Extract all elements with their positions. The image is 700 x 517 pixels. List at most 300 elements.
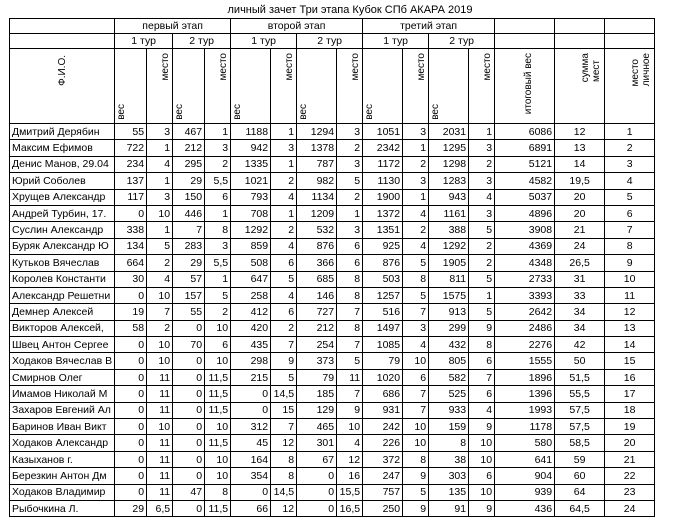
place-cell: 3	[403, 173, 429, 189]
place-cell: 7	[403, 386, 429, 402]
weight-cell: 0	[173, 451, 205, 467]
weight-cell: 372	[363, 451, 403, 467]
participant-name: Суслин Александр	[10, 222, 115, 238]
place-header	[337, 49, 363, 124]
place-cell: 8	[205, 484, 231, 500]
weight-cell: 1051	[363, 124, 403, 140]
place-cell: 4	[403, 337, 429, 353]
weight-cell: 1085	[363, 337, 403, 353]
weight-cell: 0	[115, 419, 147, 435]
sum-places-cell: 58,5	[555, 435, 605, 451]
weight-cell: 1021	[231, 173, 271, 189]
weight-cell: 70	[173, 337, 205, 353]
sum-places-cell: 19,5	[555, 173, 605, 189]
weight-cell: 135	[429, 484, 469, 500]
place-cell: 8	[337, 271, 363, 287]
place-cell: 4	[271, 287, 297, 303]
place-cell: 8	[205, 222, 231, 238]
place-cell: 1	[403, 189, 429, 205]
place-header	[469, 49, 495, 124]
total-weight-cell: 1555	[495, 353, 555, 369]
weight-cell: 388	[429, 222, 469, 238]
table-row	[10, 124, 655, 140]
place-cell: 8	[337, 287, 363, 303]
weight-cell: 1497	[363, 320, 403, 336]
sum-places-cell: 64,5	[555, 500, 605, 516]
weight-header	[297, 49, 337, 124]
weight-cell: 250	[363, 500, 403, 516]
sum-places-label-1: сумма	[580, 53, 592, 83]
place-cell: 10	[147, 287, 173, 303]
weight-cell: 805	[429, 353, 469, 369]
place-cell: 1	[271, 156, 297, 172]
place-cell: 1	[147, 140, 173, 156]
place-cell: 8	[271, 468, 297, 484]
sheet-title: личный зачет Три этапа Кубок СПб АКАРА 2019	[227, 4, 473, 16]
weight-cell: 150	[173, 189, 205, 205]
place-cell: 10	[403, 353, 429, 369]
place-cell: 9	[469, 419, 495, 435]
place-cell: 11,5	[205, 369, 231, 385]
weight-cell: 647	[231, 271, 271, 287]
sum-places-cell: 31	[555, 271, 605, 287]
total-weight-cell: 2276	[495, 337, 555, 353]
place-cell: 5,5	[205, 255, 231, 271]
weight-cell: 503	[363, 271, 403, 287]
total-weight-cell: 5037	[495, 189, 555, 205]
participant-name: Ходаков Александр	[10, 435, 115, 451]
weight-cell: 931	[363, 402, 403, 418]
place-cell: 10	[403, 419, 429, 435]
place-cell: 5	[337, 173, 363, 189]
participant-name: Ходаков Владимир	[10, 484, 115, 500]
place-cell: 10	[205, 353, 231, 369]
place-label: место	[160, 53, 172, 81]
weight-cell: 0	[115, 484, 147, 500]
place-cell: 2	[469, 156, 495, 172]
place-cell: 6	[403, 369, 429, 385]
blank-header-cell	[555, 19, 605, 34]
table-row	[10, 255, 655, 271]
place-cell: 6	[469, 386, 495, 402]
personal-place-cell: 19	[605, 419, 655, 435]
place-cell: 4	[337, 435, 363, 451]
weight-cell: 664	[115, 255, 147, 271]
table-row	[10, 386, 655, 402]
weight-cell: 757	[363, 484, 403, 500]
weight-cell: 0	[115, 468, 147, 484]
place-cell: 2	[205, 156, 231, 172]
place-cell: 3	[271, 140, 297, 156]
weight-cell: 0	[231, 484, 271, 500]
participant-name: Андрей Турбин, 17.	[10, 205, 115, 221]
weight-cell: 811	[429, 271, 469, 287]
weight-cell: 29	[173, 173, 205, 189]
place-cell: 9	[469, 500, 495, 516]
personal-place-cell: 2	[605, 140, 655, 156]
weight-cell: 943	[429, 189, 469, 205]
weight-cell: 212	[297, 320, 337, 336]
weight-cell: 0	[115, 287, 147, 303]
weight-cell: 1900	[363, 189, 403, 205]
personal-place-cell: 6	[605, 205, 655, 221]
place-cell: 5	[469, 271, 495, 287]
participant-name: Королев Константи	[10, 271, 115, 287]
personal-place-cell: 5	[605, 189, 655, 205]
personal-place-cell: 20	[605, 435, 655, 451]
weight-cell: 117	[115, 189, 147, 205]
personal-place-label-1: место	[630, 58, 642, 87]
place-header	[271, 49, 297, 124]
weight-cell: 0	[115, 451, 147, 467]
weight-cell: 432	[429, 337, 469, 353]
place-cell: 3	[469, 140, 495, 156]
place-cell: 5	[205, 287, 231, 303]
place-cell: 3	[147, 189, 173, 205]
place-cell: 2	[271, 320, 297, 336]
place-cell: 3	[337, 124, 363, 140]
table-row	[10, 419, 655, 435]
weight-cell: 0	[115, 337, 147, 353]
table-row	[10, 304, 655, 320]
total-weight-cell: 4896	[495, 205, 555, 221]
participant-name: Березкин Антон Дм	[10, 468, 115, 484]
weight-cell: 1292	[429, 238, 469, 254]
place-cell: 1	[271, 124, 297, 140]
table-row	[10, 205, 655, 221]
place-cell: 11	[147, 451, 173, 467]
total-weight-cell: 1896	[495, 369, 555, 385]
table-row	[10, 369, 655, 385]
place-cell: 7	[469, 369, 495, 385]
personal-place-cell: 3	[605, 156, 655, 172]
weight-cell: 1298	[429, 156, 469, 172]
participant-name: Имамов Николай М	[10, 386, 115, 402]
place-cell: 8	[403, 271, 429, 287]
place-cell: 2	[271, 173, 297, 189]
weight-cell: 185	[297, 386, 337, 402]
weight-cell: 1335	[231, 156, 271, 172]
personal-place-cell: 16	[605, 369, 655, 385]
weight-cell: 467	[173, 124, 205, 140]
participant-name: Рыбочкина Л.	[10, 500, 115, 516]
total-weight-header	[495, 49, 555, 124]
weight-cell: 354	[231, 468, 271, 484]
personal-place-cell: 11	[605, 287, 655, 303]
sum-places-cell: 34	[555, 304, 605, 320]
place-cell: 9	[271, 353, 297, 369]
weight-label: вес	[298, 104, 310, 120]
weight-cell: 686	[363, 386, 403, 402]
place-cell: 1	[205, 124, 231, 140]
place-cell: 4	[403, 238, 429, 254]
weight-cell: 134	[115, 238, 147, 254]
weight-cell: 913	[429, 304, 469, 320]
weight-cell: 1372	[363, 205, 403, 221]
participant-name: Александр Решетни	[10, 287, 115, 303]
weight-cell: 1292	[231, 222, 271, 238]
place-label: место	[482, 53, 494, 81]
weight-cell: 1134	[297, 189, 337, 205]
place-cell: 8	[403, 451, 429, 467]
stage-header-1: первый этап	[115, 19, 231, 34]
place-cell: 6	[205, 337, 231, 353]
personal-place-cell: 23	[605, 484, 655, 500]
weight-header	[231, 49, 271, 124]
place-cell: 10	[147, 205, 173, 221]
place-cell: 6	[469, 468, 495, 484]
place-cell: 6	[271, 255, 297, 271]
weight-cell: 0	[173, 369, 205, 385]
total-weight-cell: 939	[495, 484, 555, 500]
place-cell: 2	[403, 222, 429, 238]
weight-cell: 242	[363, 419, 403, 435]
participant-name: Буряк Александр Ю	[10, 238, 115, 254]
total-weight-cell: 3393	[495, 287, 555, 303]
table-row	[10, 156, 655, 172]
round-header: 1 тур	[363, 34, 429, 49]
place-cell: 8	[271, 451, 297, 467]
place-cell: 14,5	[271, 386, 297, 402]
place-cell: 2	[271, 222, 297, 238]
weight-cell: 29	[173, 255, 205, 271]
weight-cell: 982	[297, 173, 337, 189]
weight-cell: 859	[231, 238, 271, 254]
participant-name: Ходаков Вячеслав В	[10, 353, 115, 369]
place-cell: 3	[469, 205, 495, 221]
weight-cell: 254	[297, 337, 337, 353]
place-cell: 7	[337, 337, 363, 353]
sum-places-cell: 13	[555, 140, 605, 156]
place-cell: 10	[147, 337, 173, 353]
total-weight-cell: 6891	[495, 140, 555, 156]
total-weight-cell: 904	[495, 468, 555, 484]
place-cell: 7	[337, 304, 363, 320]
weight-cell: 1575	[429, 287, 469, 303]
place-label: место	[416, 53, 428, 81]
weight-cell: 420	[231, 320, 271, 336]
place-cell: 12	[337, 451, 363, 467]
weight-cell: 0	[115, 205, 147, 221]
weight-cell: 1188	[231, 124, 271, 140]
place-cell: 3	[337, 156, 363, 172]
place-cell: 1	[469, 124, 495, 140]
participant-name: Казыханов г.	[10, 451, 115, 467]
table-row	[10, 238, 655, 254]
total-weight-cell: 580	[495, 435, 555, 451]
place-cell: 5,5	[205, 173, 231, 189]
sum-places-cell: 64	[555, 484, 605, 500]
blank-header-cell	[555, 34, 605, 49]
participant-name: Смирнов Олег	[10, 369, 115, 385]
table-row	[10, 337, 655, 353]
table-row	[10, 435, 655, 451]
place-cell: 5	[403, 484, 429, 500]
weight-cell: 942	[231, 140, 271, 156]
place-cell: 11,5	[205, 402, 231, 418]
weight-cell: 19	[115, 304, 147, 320]
weight-cell: 55	[173, 304, 205, 320]
place-cell: 1	[337, 205, 363, 221]
weight-cell: 1905	[429, 255, 469, 271]
weight-cell: 0	[297, 500, 337, 516]
place-cell: 14,5	[271, 484, 297, 500]
weight-cell: 1295	[429, 140, 469, 156]
place-cell: 1	[147, 222, 173, 238]
place-cell: 3	[403, 124, 429, 140]
place-cell: 5	[147, 238, 173, 254]
place-cell: 10	[469, 435, 495, 451]
weight-cell: 0	[297, 468, 337, 484]
round-header: 2 тур	[297, 34, 363, 49]
weight-cell: 58	[115, 320, 147, 336]
weight-header	[173, 49, 205, 124]
place-cell: 10	[205, 320, 231, 336]
sum-places-label-2: мест	[591, 60, 603, 83]
total-weight-cell: 436	[495, 500, 555, 516]
weight-cell: 0	[115, 402, 147, 418]
stage-header-3: третий этап	[363, 19, 495, 34]
place-cell: 11	[337, 369, 363, 385]
weight-cell: 446	[173, 205, 205, 221]
table-row	[10, 468, 655, 484]
sum-places-cell: 34	[555, 320, 605, 336]
total-weight-cell: 2486	[495, 320, 555, 336]
weight-cell: 295	[173, 156, 205, 172]
weight-cell: 57	[173, 271, 205, 287]
place-cell: 10	[403, 435, 429, 451]
place-cell: 10	[337, 419, 363, 435]
round-header: 1 тур	[115, 34, 173, 49]
sum-places-cell: 55,5	[555, 386, 605, 402]
column-header-row	[10, 49, 655, 124]
place-cell: 8	[469, 337, 495, 353]
name-column-header	[10, 49, 115, 124]
blank-header-cell	[605, 34, 655, 49]
weight-cell: 1257	[363, 287, 403, 303]
personal-place-cell: 8	[605, 238, 655, 254]
place-cell: 6	[271, 304, 297, 320]
place-cell: 3	[205, 140, 231, 156]
place-cell: 3	[469, 173, 495, 189]
place-cell: 9	[337, 402, 363, 418]
personal-place-cell: 1	[605, 124, 655, 140]
round-header: 2 тур	[429, 34, 495, 49]
weight-cell: 0	[115, 353, 147, 369]
weight-cell: 0	[115, 435, 147, 451]
sum-places-cell: 50	[555, 353, 605, 369]
round-header: 1 тур	[231, 34, 297, 49]
place-cell: 12	[271, 500, 297, 516]
place-cell: 5	[403, 287, 429, 303]
weight-label: вес	[116, 104, 128, 120]
weight-cell: 258	[231, 287, 271, 303]
weight-cell: 215	[231, 369, 271, 385]
total-weight-cell: 1178	[495, 419, 555, 435]
place-cell: 3	[337, 222, 363, 238]
place-cell: 1	[271, 205, 297, 221]
table-row	[10, 484, 655, 500]
score-table	[9, 18, 655, 517]
place-cell: 10	[205, 451, 231, 467]
place-cell: 6	[469, 353, 495, 369]
place-cell: 6	[337, 255, 363, 271]
weight-cell: 1294	[297, 124, 337, 140]
weight-cell: 793	[231, 189, 271, 205]
weight-cell: 516	[363, 304, 403, 320]
place-cell: 2	[337, 189, 363, 205]
place-cell: 1	[205, 205, 231, 221]
total-weight-cell: 5121	[495, 156, 555, 172]
weight-cell: 0	[173, 468, 205, 484]
place-cell: 16,5	[337, 500, 363, 516]
place-cell: 10	[205, 468, 231, 484]
weight-label: вес	[364, 104, 376, 120]
weight-cell: 8	[429, 435, 469, 451]
weight-cell: 1020	[363, 369, 403, 385]
weight-cell: 164	[231, 451, 271, 467]
total-weight-cell: 2642	[495, 304, 555, 320]
sum-places-cell: 12	[555, 124, 605, 140]
weight-cell: 1130	[363, 173, 403, 189]
place-cell: 4	[147, 156, 173, 172]
personal-place-cell: 22	[605, 468, 655, 484]
weight-cell: 66	[231, 500, 271, 516]
sum-places-cell: 24	[555, 238, 605, 254]
place-cell: 11	[147, 484, 173, 500]
sum-places-cell: 20	[555, 205, 605, 221]
personal-place-cell: 9	[605, 255, 655, 271]
place-cell: 11,5	[205, 386, 231, 402]
stage-header-row	[10, 19, 655, 34]
table-row	[10, 500, 655, 516]
blank-header-cell	[10, 19, 115, 34]
table-row	[10, 189, 655, 205]
personal-place-cell: 24	[605, 500, 655, 516]
weight-cell: 0	[297, 484, 337, 500]
weight-cell: 45	[231, 435, 271, 451]
weight-cell: 298	[231, 353, 271, 369]
place-cell: 1	[469, 287, 495, 303]
weight-cell: 876	[363, 255, 403, 271]
weight-cell: 1283	[429, 173, 469, 189]
personal-place-header	[605, 49, 655, 124]
place-cell: 7	[271, 337, 297, 353]
place-cell: 15,5	[337, 484, 363, 500]
weight-cell: 299	[429, 320, 469, 336]
table-row	[10, 140, 655, 156]
personal-place-cell: 21	[605, 451, 655, 467]
place-cell: 6	[205, 189, 231, 205]
personal-place-cell: 7	[605, 222, 655, 238]
weight-cell: 212	[173, 140, 205, 156]
participant-name: Швец Антон Сергее	[10, 337, 115, 353]
table-row	[10, 222, 655, 238]
place-header	[205, 49, 231, 124]
place-cell: 10	[469, 451, 495, 467]
place-cell: 12	[271, 435, 297, 451]
sum-places-cell: 20	[555, 189, 605, 205]
total-weight-cell: 641	[495, 451, 555, 467]
place-cell: 11	[147, 435, 173, 451]
table-row	[10, 451, 655, 467]
weight-cell: 137	[115, 173, 147, 189]
weight-cell: 0	[173, 500, 205, 516]
place-cell: 11,5	[205, 435, 231, 451]
total-weight-cell: 2733	[495, 271, 555, 287]
weight-cell: 0	[231, 402, 271, 418]
place-label: место	[284, 53, 296, 81]
